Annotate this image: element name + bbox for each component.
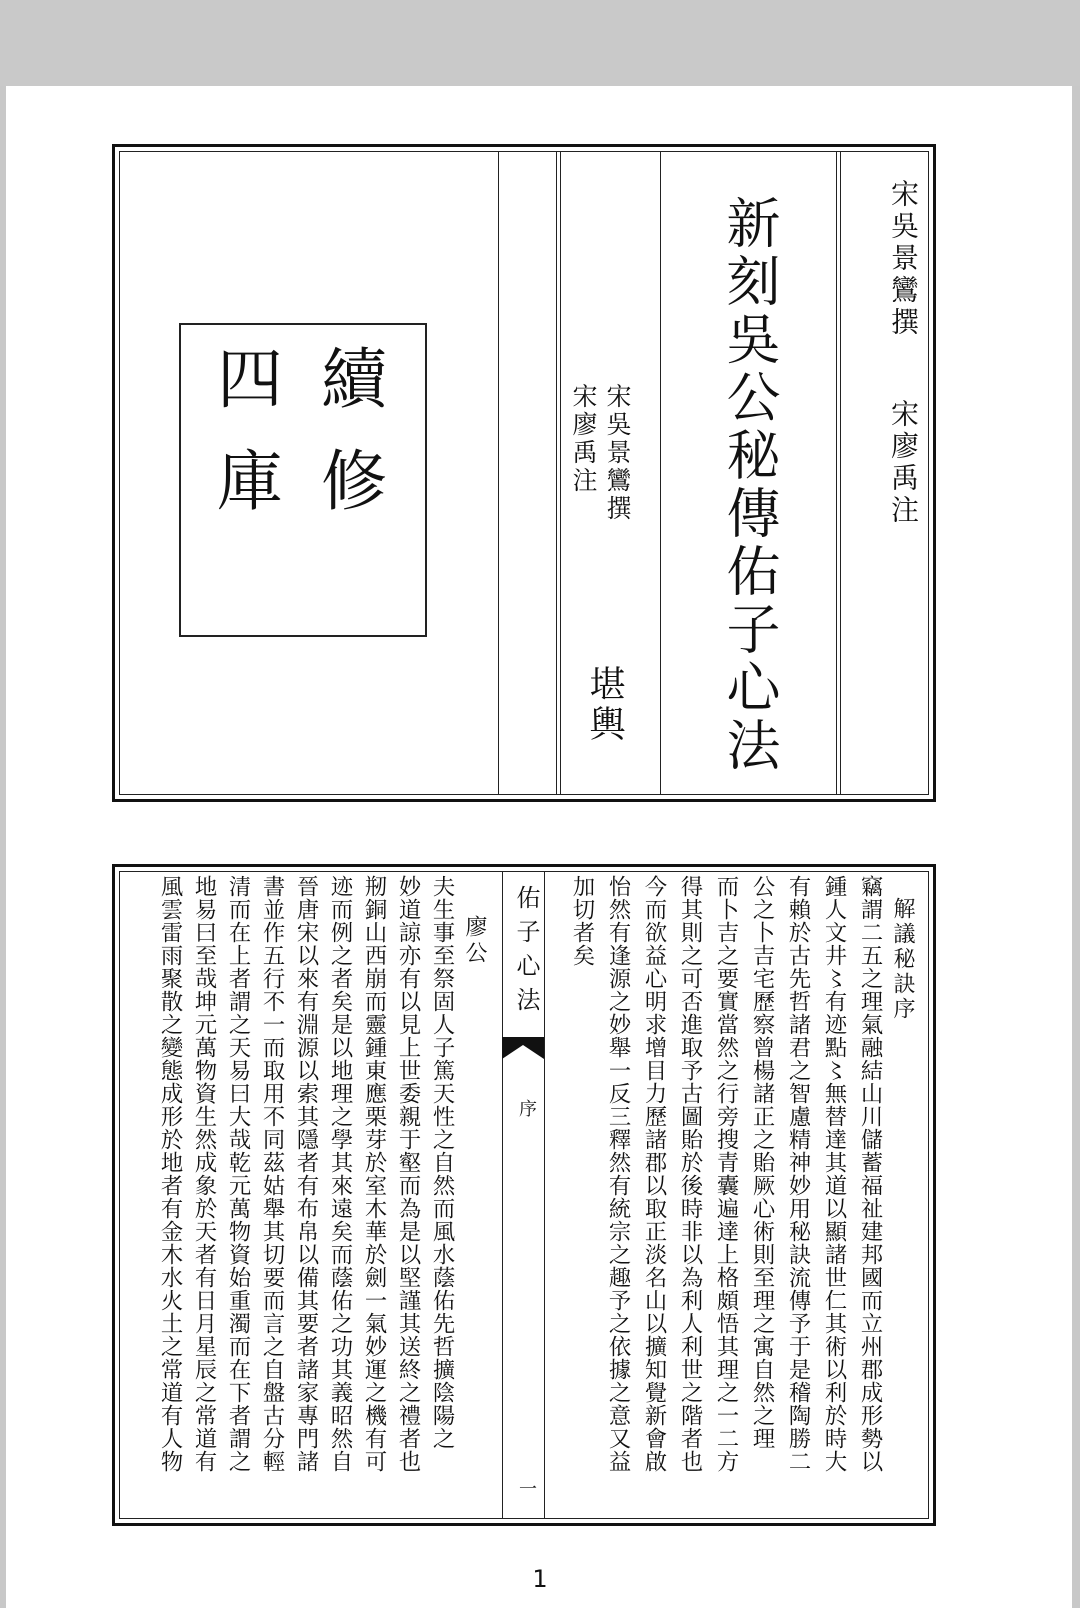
commentary-col-6: 書並作五行不一而取用不同茲姑舉其切要而言之自盤古分輕 (259, 875, 285, 1473)
preface-col-2: 鍾人文井〻有迹點〻無替達其道以顯諸世仁其術以利於時大 (821, 875, 847, 1473)
spine-section: 序 (516, 1099, 537, 1117)
category-label: 堪輿 (584, 665, 625, 745)
commentary-heading: 廖公 (462, 915, 487, 967)
seal-char-3: 四 (217, 341, 283, 418)
commentary-col-1: 夫生事至祭固人子篤天性之自然而風水蔭佑先哲擴陰陽之 (429, 875, 455, 1450)
seal-char-1: 續 (321, 341, 387, 418)
preface-col-5: 而卜吉之要實當然之行旁搜青囊遍達上格頗悟其理之一二方 (713, 875, 739, 1473)
commentary-col-2: 妙道諒亦有以見上世委親于壑而為是以堅謹其送終之禮者也 (395, 875, 421, 1473)
viewer-top-bar (0, 0, 1080, 86)
seal-char-2: 修 (321, 443, 387, 520)
commentary-col-5: 晉唐宋以來有淵源以索其隱者有布帛以備其要者諸家專門諸 (293, 875, 319, 1473)
preface-col-9: 加切者矣 (569, 875, 595, 967)
commentary-col-9: 風雲雷雨聚散之變態成形於地者有金木水火土之常道有人物 (157, 875, 183, 1473)
spine-title: 佑子心法 (512, 885, 540, 1021)
page-number: 1 (532, 1565, 548, 1593)
preface-col-4: 公之卜吉宅歷察曾楊諸正之貽厥心術則至理之寓自然之理 (749, 875, 775, 1450)
commentary-col-4: 迹而例之者矣是以地理之學其來遠矣而蔭佑之功其義昭然自 (327, 875, 353, 1473)
text-panel (112, 864, 936, 1526)
middle-author: 宋吳景鸞撰 (603, 383, 632, 523)
commentary-col-7: 清而在上者謂之天易曰大哉乾元萬物資始重濁而在下者謂之 (225, 875, 251, 1473)
preface-title: 解議秘訣序 (890, 897, 915, 1022)
commentary-col-3: 剏銅山西崩而靈鍾東應栗芽於室木華於劍一氣妙運之機有可 (361, 875, 387, 1473)
preface-col-1: 竊謂二五之理氣融結山川儲蓄福祉建邦國而立州郡成形勢以 (857, 875, 883, 1473)
commentary-col-8: 地易曰至哉坤元萬物資生然成象於天者有日月星辰之常道有 (191, 875, 217, 1473)
preface-col-7: 今而欲益心明求增目力歷諸郡以取正淡名山以擴知覺新會啟 (641, 875, 667, 1473)
right-annotator: 宋廖禹注 (887, 399, 920, 527)
preface-col-6: 得其則之可否進取予古圖貽於後時非以為利人利世之階者也 (677, 875, 703, 1473)
preface-col-8: 怡然有逢源之妙舉一反三釋然有統宗之趣予之依據之意又益 (605, 875, 631, 1473)
cover-panel (112, 144, 936, 802)
spine-leaf: 一 (516, 1479, 537, 1497)
main-title: 新刻吳公秘傳佑子心法 (718, 195, 781, 775)
right-author: 宋吳景鸞撰 (887, 179, 920, 339)
scanned-page (6, 86, 1072, 1608)
preface-col-3: 有賴於古先哲諸君之智慮精神妙用秘訣流傳予于是稽陶勝二 (785, 875, 811, 1473)
collection-seal (179, 323, 427, 637)
fish-tail-mark (502, 1037, 544, 1059)
seal-char-4: 庫 (217, 443, 283, 520)
middle-annotator: 宋廖禹注 (569, 383, 598, 495)
